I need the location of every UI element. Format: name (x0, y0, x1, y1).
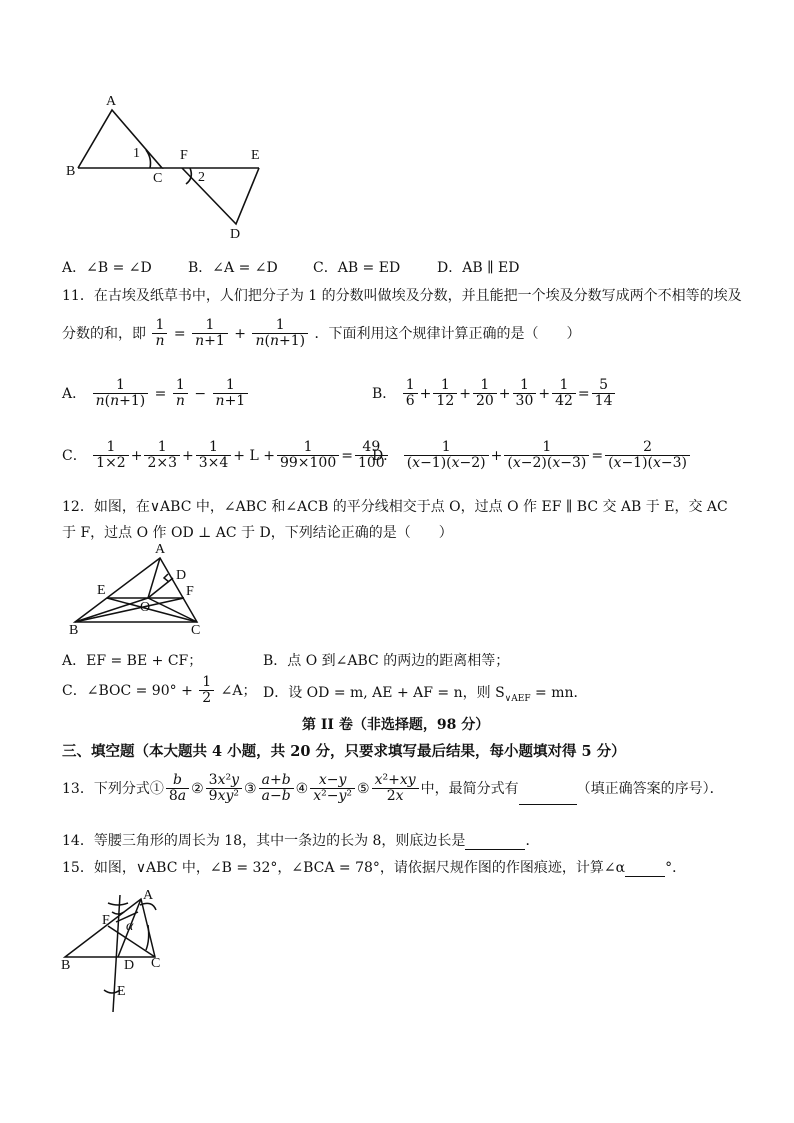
q12-option-d: D．设 OD = m, AE + AF = n，则 $S_{\vee AEF}$ = mn． (263, 685, 588, 704)
label-b: B (69, 623, 79, 638)
section-3-title: 三、填空题（本大题共 4 小题，共 20 分，只要求填写最后结果，每小题填对得 5 分） (62, 743, 626, 760)
q12-option-b: B．点 O 到∠ABC 的两边的距离相等； (263, 653, 510, 669)
q12-text-line1: 12．如图，在∨ABC 中，∠ABC 和∠ACB 的平分线相交于点 O，过点 O 作 EF ∥ BC 交 AB 于 E，交 AC (62, 499, 728, 515)
label-a: A (106, 94, 117, 109)
q11-option-c: C． $\frac{1}{1\times 2}$ + $\frac{1}{2\times 3}$ + $\frac{1}{3\times 4}$ + L + $\frac{1}{99\times 100}$ = $\frac{49}{100}$ (62, 440, 390, 472)
q10-option-a: A．∠B = ∠D (62, 260, 152, 276)
label-d: D (176, 568, 187, 583)
label-c: C (151, 956, 161, 971)
label-angle-1: 1 (133, 146, 140, 161)
q12-option-c: C．∠BOC = 90° + $\frac{1}{2}$ ∠A； (62, 674, 257, 707)
q11-text-line1: 11．在古埃及纸草书中，人们把分子为 1 的分数叫做埃及分数，并且能把一个埃及分数写成两个不相等的埃及 (62, 288, 742, 304)
label-b: B (61, 958, 71, 973)
label-c: C (191, 623, 201, 638)
q11-text-line2: 分数的和，即 $\frac{1}{n}$ = $\frac{1}{n+1}$ + $\frac{1}{n(n+1)}$ ．下面利用这个规律计算正确的是（ ） (62, 317, 581, 350)
q14-text: 14．等腰三角形的周长为 18，其中一条边的长为 8，则底边长是 ． (62, 833, 540, 849)
label-f: F (186, 584, 194, 599)
q11-option-a: A． $\frac{1}{n(n+1)}$ = $\frac{1}{n}$ − $\frac{1}{n+1}$ (62, 378, 250, 410)
label-c: C (153, 171, 163, 186)
q10-option-c: C．AB = ED (313, 260, 401, 276)
label-e: E (251, 148, 260, 163)
label-e: E (117, 984, 126, 999)
label-e: E (97, 583, 106, 598)
label-d: D (124, 958, 135, 973)
label-d: D (230, 227, 241, 242)
q11-option-d: D． $\frac{1}{(x-1)(x-2)}$ + $\frac{1}{(x-2)(x-3)}$ = $\frac{2}{(x-1)(x-3)}$ (372, 440, 692, 472)
q12-text-line2: 于 F，过点 O 作 OD ⊥ AC 于 D，下列结论正确的是（ ） (62, 525, 453, 541)
label-o: O (140, 600, 151, 615)
section-2-title: 第 II 卷（非选择题，98 分） (302, 717, 490, 733)
q11-option-b: B． $\frac{1}{6}$ + $\frac{1}{12}$ + $\frac{1}{20}$ + $\frac{1}{30}$ + $\frac{1}{42}$ = $\frac{5}{14}$ (372, 378, 617, 410)
label-angle-2: 2 (198, 170, 205, 185)
q12-option-a: A．EF = BE + CF； (62, 653, 203, 669)
q13-text: 13．下列分式① $\frac{b}{8a}$ ② $\frac{\text{3x²y}}{\text{9xy²}}$ ③ $\frac{a+b}{a-b}$ ④ $\frac{x-y}{\text{x²−y²}}$ ⑤ $\frac{\text{x²+xy}}{2x}$ 中，最简分式有 （填正确答案的序号）． (62, 772, 724, 805)
q15-text: 15．如图，∨ABC 中，∠B = 32°，∠BCA = 78°，请依据尺规作图的作图痕迹，计算∠α °． (62, 860, 687, 876)
label-alpha: α (126, 919, 134, 934)
label-f: F (102, 913, 110, 928)
label-f: F (180, 148, 188, 163)
label-a: A (155, 542, 166, 557)
q10-option-d: D．AB ∥ ED (437, 260, 520, 276)
label-b: B (66, 164, 76, 179)
label-a: A (143, 888, 154, 903)
q10-option-b: B．∠A = ∠D (188, 260, 278, 276)
